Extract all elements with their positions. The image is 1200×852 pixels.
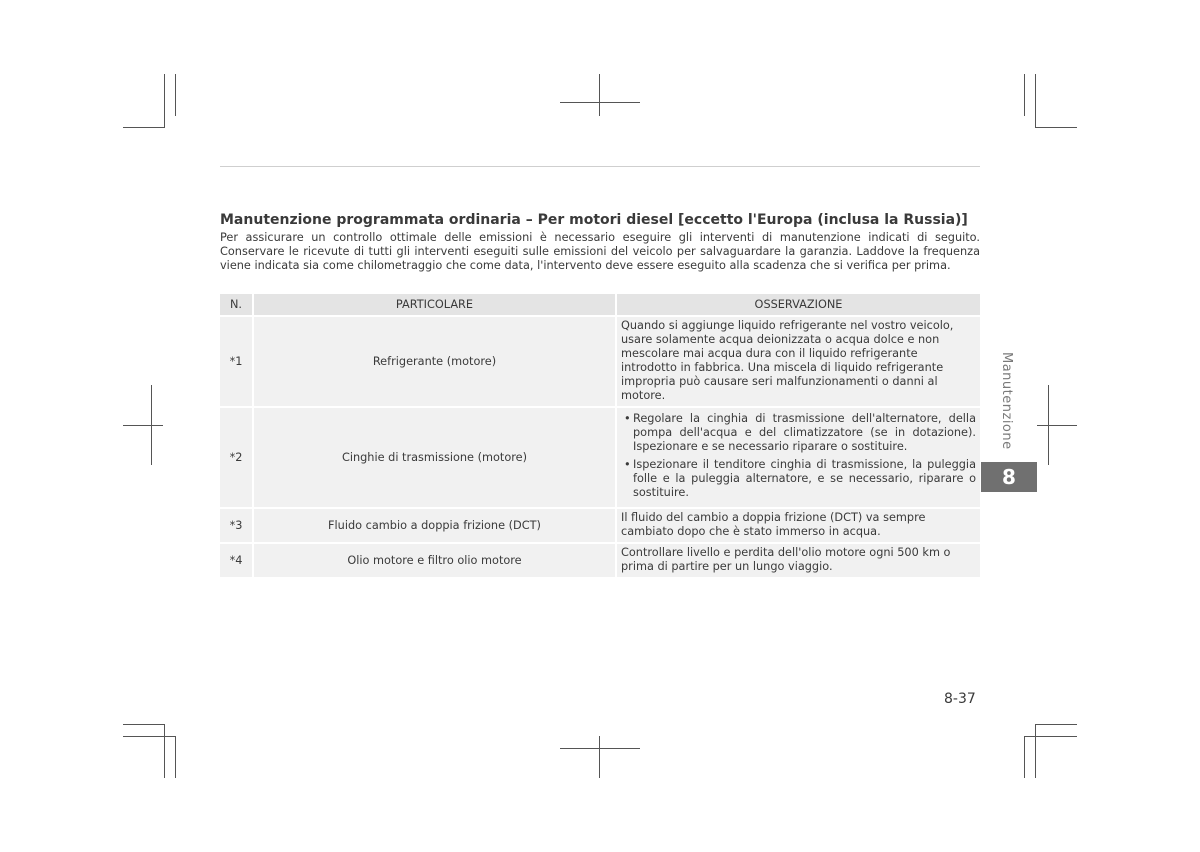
row-item: Refrigerante (motore)	[253, 316, 616, 407]
crop-mark-line	[1035, 127, 1077, 128]
maintenance-table	[220, 294, 980, 579]
chapter-number-badge: 8	[981, 462, 1037, 492]
page-number: 8-37	[944, 691, 976, 707]
crop-mark-line	[1035, 724, 1036, 778]
crop-mark-line	[1035, 724, 1077, 725]
crop-mark-line	[1024, 736, 1077, 737]
row-item: Olio motore e filtro olio motore	[253, 543, 616, 578]
row-note: Quando si aggiunge liquido refrigerante nel vostro veicolo, usare solamente acqua deionizzata o acqua dolce e non mescolare mai acqua dura con il liquido refrigerante introdotto in fabbrica. Una miscela di liquido refrigerante impropria può causare seri malfunzionamenti o danni al motore.	[616, 316, 980, 407]
table-row	[220, 543, 980, 578]
row-number: *4	[220, 543, 253, 578]
row-note	[616, 407, 980, 508]
registration-mark-line	[599, 74, 600, 116]
registration-mark-line	[1048, 385, 1049, 465]
registration-mark-line	[151, 385, 152, 465]
chapter-tab-label: Manutenzione	[999, 352, 1014, 450]
crop-mark-line	[1024, 736, 1025, 778]
crop-mark-line	[123, 127, 165, 128]
note-bullet: • Regolare la cinghia di trasmissione dell'alternatore, della pompa dell'acqua e del climatizzatore (se in dotazione). Ispezionare e se necessario riparare o sostituire.	[621, 412, 976, 454]
table-row	[220, 508, 980, 543]
table-row	[220, 407, 980, 508]
note-bullet: • Ispezionare il tenditore cinghia di trasmissione, la puleggia folle e la puleggia alternatore, e se necessario, riparare o sostituire.	[621, 458, 976, 500]
crop-mark-line	[164, 724, 165, 778]
section-title: Manutenzione programmata ordinaria – Per motori diesel [eccetto l'Europa (inclusa la Russia)]	[220, 212, 968, 228]
crop-mark-line	[175, 74, 176, 116]
column-header-item: PARTICOLARE	[253, 294, 616, 316]
column-header-note: OSSERVAZIONE	[616, 294, 980, 316]
row-number: *3	[220, 508, 253, 543]
registration-mark-line	[123, 425, 163, 426]
registration-mark-line	[560, 748, 640, 749]
crop-mark-line	[123, 736, 176, 737]
crop-mark-line	[123, 724, 165, 725]
table-row	[220, 316, 980, 407]
crop-mark-line	[1035, 74, 1036, 128]
crop-mark-line	[175, 736, 176, 778]
registration-mark-line	[560, 102, 640, 103]
row-note: Il fluido del cambio a doppia frizione (DCT) va sempre cambiato dopo che è stato immerso in acqua.	[616, 508, 980, 543]
table-header-row	[220, 294, 980, 316]
row-item: Fluido cambio a doppia frizione (DCT)	[253, 508, 616, 543]
registration-mark-line	[1037, 425, 1077, 426]
intro-paragraph: Per assicurare un controllo ottimale delle emissioni è necessario eseguire gli interventi di manutenzione indicati di seguito. Conservare le ricevute di tutti gli interventi eseguiti sulle emissioni del veicolo per salvaguardare la garanzia. Laddove la frequenza viene indicata sia come chilometraggio che come data, l'intervento deve essere eseguito alla scadenza che si verifica per prima.	[220, 231, 980, 272]
row-item: Cinghie di trasmissione (motore)	[253, 407, 616, 508]
row-number: *2	[220, 407, 253, 508]
header-rule	[220, 166, 980, 167]
crop-mark-line	[164, 74, 165, 128]
note-bullet-list	[621, 412, 976, 500]
row-number: *1	[220, 316, 253, 407]
crop-mark-line	[1024, 74, 1025, 116]
registration-mark-line	[599, 736, 600, 778]
row-note: Controllare livello e perdita dell'olio motore ogni 500 km o prima di partire per un lungo viaggio.	[616, 543, 980, 578]
column-header-number: N.	[220, 294, 253, 316]
